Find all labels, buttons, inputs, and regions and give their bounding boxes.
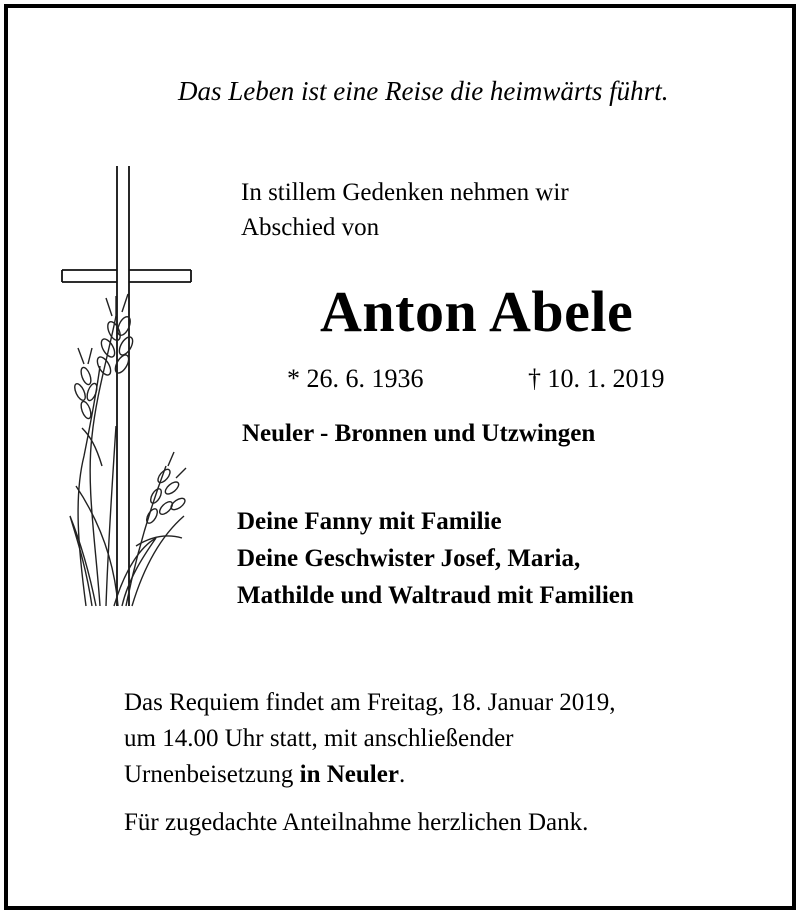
cross-with-wheat-icon bbox=[56, 166, 196, 611]
deceased-name: Anton Abele bbox=[320, 279, 634, 344]
intro-text bbox=[241, 175, 569, 245]
requiem-line-2: um 14.00 Uhr statt, mit anschließender bbox=[124, 725, 514, 752]
mourners-list bbox=[237, 503, 634, 614]
requiem-line-3 bbox=[124, 757, 616, 793]
intro-line-2: Abschied von bbox=[241, 214, 380, 241]
obituary-notice bbox=[4, 4, 796, 910]
requiem-line-1: Das Requiem findet am Freitag, 18. Januar 2019, bbox=[124, 689, 616, 716]
requiem-location: in Neuler bbox=[299, 761, 399, 788]
place-of-residence: Neuler - Bronnen und Utzwingen bbox=[242, 420, 596, 447]
mourner-line: Deine Geschwister Josef, Maria, bbox=[237, 545, 581, 572]
requiem-line-3-prefix: Urnenbeisetzung bbox=[124, 761, 300, 788]
death-date: † 10. 1. 2019 bbox=[528, 364, 665, 393]
requiem-line-3-suffix: . bbox=[398, 761, 406, 788]
mourner-line: Deine Fanny mit Familie bbox=[237, 508, 502, 535]
requiem-info bbox=[124, 685, 616, 793]
thanks-text: Für zugedachte Anteilnahme herzlichen Dank. bbox=[124, 809, 589, 836]
intro-line-1: In stillem Gedenken nehmen wir bbox=[241, 179, 569, 206]
birth-date: * 26. 6. 1936 bbox=[287, 364, 424, 393]
mourner-line: Mathilde und Waltraud mit Familien bbox=[237, 582, 634, 609]
motto: Das Leben ist eine Reise die heimwärts führt. bbox=[178, 76, 669, 106]
